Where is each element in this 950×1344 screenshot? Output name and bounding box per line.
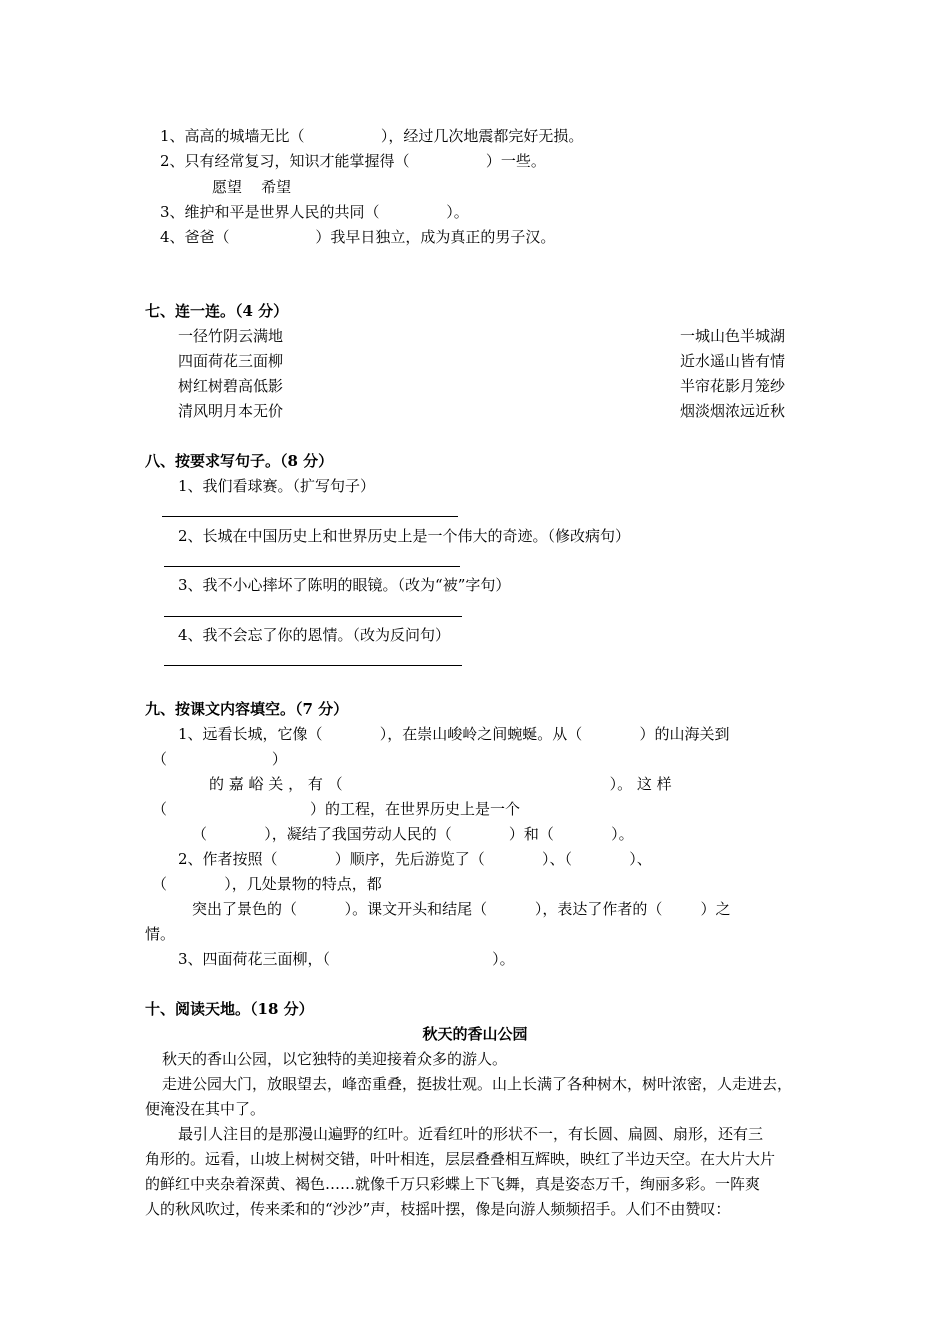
q9-line-5: （ ），凝结了我国劳动人民的（ ）和（ ）。: [192, 825, 634, 843]
match-left-3: 树红树碧高低影: [178, 377, 284, 395]
section-8-heading: 八、按要求写句子。（8 分）: [145, 452, 334, 470]
q6-options: 愿望 希望: [212, 178, 292, 196]
match-left-4: 清风明月本无价: [178, 402, 284, 420]
q9-line-2: （ ）: [152, 750, 287, 768]
match-left-1: 一径竹阴云满地: [178, 327, 284, 345]
q8-2: 2、长城在中国历史上和世界历史上是一个伟大的奇迹。（修改病句）: [178, 527, 631, 545]
q6-4: 4、爸爸（ ）我早日独立，成为真正的男子汉。: [160, 228, 556, 246]
section-9-heading: 九、按课文内容填空。（7 分）: [145, 700, 349, 718]
q8-4: 4、我不会忘了你的恩情。（改为反问句）: [178, 626, 451, 644]
q6-2: 2、只有经常复习，知识才能掌握得（ ）一些。: [160, 152, 546, 170]
match-right-2: 近水遥山皆有情: [680, 352, 786, 370]
q6-3: 3、维护和平是世界人民的共同（ ）。: [160, 203, 469, 221]
q8-3: 3、我不小心摔坏了陈明的眼镜。（改为“被”字句）: [178, 576, 511, 594]
q9-line-10: 3、四面荷花三面柳，（ ）。: [178, 950, 515, 968]
reading-p3-line1: 最引人注目的是那漫山遍野的红叶。近看红叶的形状不一，有长圆、扁圆、扇形，还有三: [178, 1125, 764, 1143]
reading-p3-line4: 人的秋风吹过，传来柔和的“沙沙”声，枝摇叶摆，像是向游人频频招手。人们不由赞叹：: [145, 1200, 731, 1218]
section-7-heading: 七、连一连。（4 分）: [145, 302, 289, 320]
answer-line-4[interactable]: [164, 665, 462, 666]
q9-line-9: 情。: [145, 925, 176, 943]
reading-p2-line1: 走进公园大门，放眼望去，峰峦重叠，挺拔壮观。山上长满了各种树木，树叶浓密，人走进去，: [162, 1075, 793, 1093]
match-right-3: 半帘花影月笼纱: [680, 377, 786, 395]
q9-line-1: 1、远看长城，它像（ ），在崇山峻岭之间蜿蜒。从（ ）的山海关到: [178, 725, 730, 743]
answer-line-3[interactable]: [164, 616, 462, 617]
reading-p2-line2: 便淹没在其中了。: [145, 1100, 266, 1118]
q9-line-3: 的 嘉 峪 关 ， 有 （ ）。 这 样: [209, 775, 672, 793]
q6-1: 1、高高的城墙无比（ ），经过几次地震都完好无损。: [160, 127, 584, 145]
q9-line-4: （ ）的工程，在世界历史上是一个: [152, 800, 521, 818]
match-right-1: 一城山色半城湖: [680, 327, 786, 345]
answer-line-2[interactable]: [164, 566, 460, 567]
q9-line-7: （ ），几处景物的特点，都: [152, 875, 382, 893]
q8-1: 1、我们看球赛。（扩写句子）: [178, 477, 376, 495]
q9-line-6: 2、作者按照（ ）顺序，先后游览了（ ）、（ ）、: [178, 850, 652, 868]
reading-p1: 秋天的香山公园，以它独特的美迎接着众多的游人。: [162, 1050, 508, 1068]
match-right-4: 烟淡烟浓远近秋: [680, 402, 786, 420]
q9-line-8: 突出了景色的（ ）。课文开头和结尾（ ），表达了作者的（ ）之: [192, 900, 731, 918]
section-10-heading: 十、阅读天地。（18 分）: [145, 1000, 314, 1018]
reading-p3-line2: 角形的。远看，山坡上树树交错，叶叶相连，层层叠叠相互辉映，映红了半边天空。在大片大片: [145, 1150, 776, 1168]
reading-p3-line3: 的鲜红中夹杂着深黄、褐色……就像千万只彩蝶上下飞舞，真是姿态万千，绚丽多彩。一阵爽: [145, 1175, 761, 1193]
reading-title: 秋天的香山公园: [422, 1025, 528, 1043]
match-left-2: 四面荷花三面柳: [178, 352, 284, 370]
answer-line-1[interactable]: [162, 516, 458, 517]
